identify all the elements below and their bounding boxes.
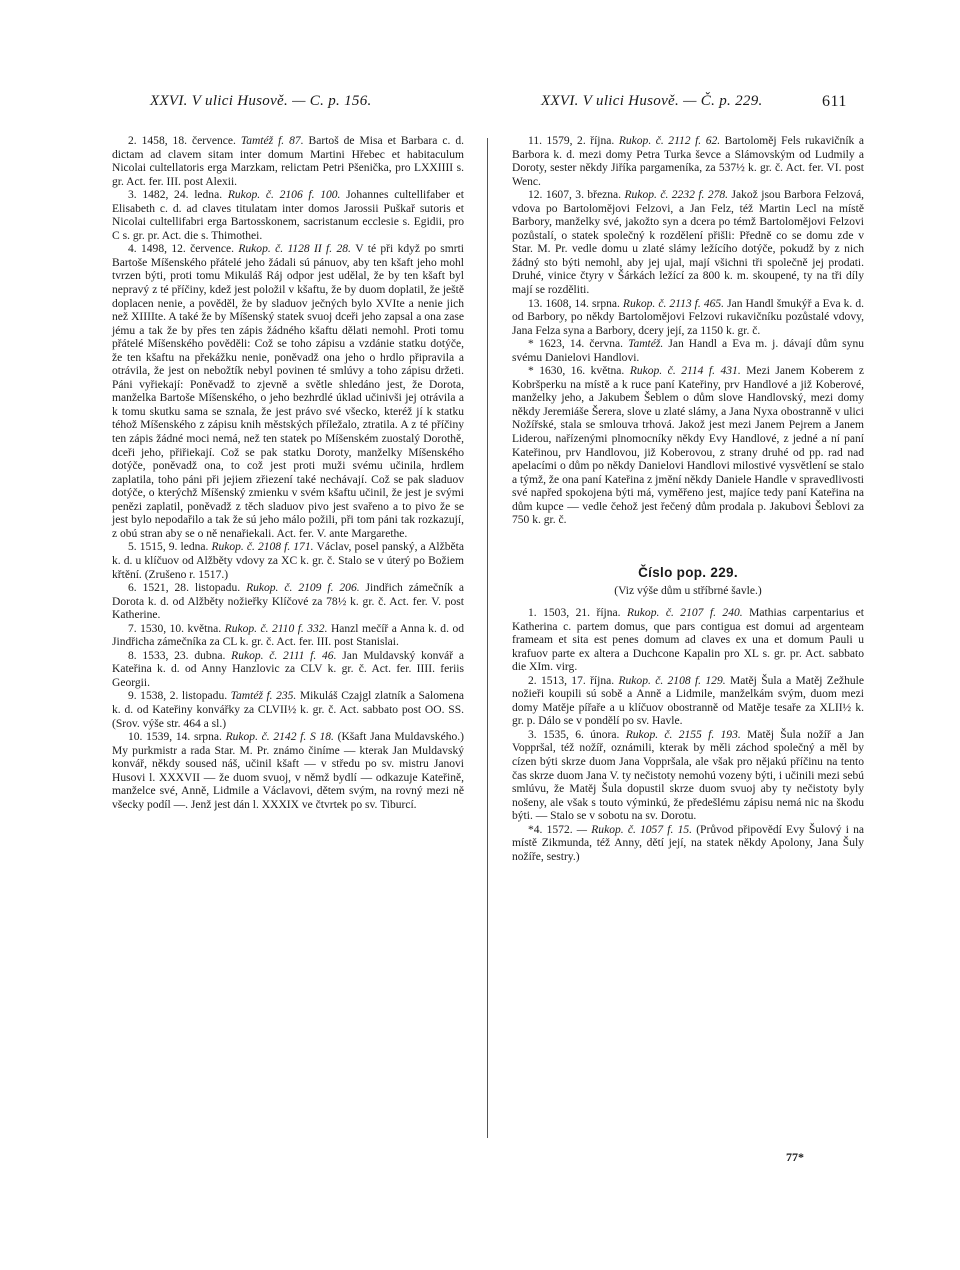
entry-head: 11. 1579, 2. října. xyxy=(528,135,619,147)
entry-head: 1. 1503, 21. října. xyxy=(528,606,627,619)
entry-head: 10. 1539, 14. srpna. xyxy=(128,731,226,744)
signature-mark: 77* xyxy=(786,1150,804,1164)
page-number: 611 xyxy=(822,93,847,110)
entry-text: Jan Handl a Eva m. j. dávají dům synu svému Danielovi Handlovi. xyxy=(512,338,864,364)
entry-text: Matěj Šula nožíř a Jan Voppršal, též nožíř, oznámili, kterak by měli záchod společný a měl by cízen býti skrze duom Jana Voppršala, ale však pro nějakú příčinu na tento čas skrze duom Jana V. ty nečistoty nemohú vozeny býti, i učinili mezi sebú smlúvu, že Matěj Šula dopustil skrze duom svuoj aby ty nečistoty byly nošeny, ale však s touto výminkú, že předešlému zápisu nemá nic na škodu býti. — Stalo se v sobotu na sv. Dorotu. xyxy=(512,728,864,823)
entry-head: *4. 1572. xyxy=(528,823,577,836)
entry-text: Jindřich zámečník a Dorota k. d. od Alžběty nožieřky Klíčové za 78½ k. gr. č. Act. fer. V. post Katherine. xyxy=(112,582,464,622)
entry-head: * 1630, 16. května. xyxy=(528,365,630,378)
entry-head: 6. 1521, 28. listopadu. xyxy=(128,582,247,595)
entry-text: V té při když po smrti Bartoše Míšenského přátelé jeho žádali sú pánuov, aby ten kšaft jeho mohl tvrzen býti, proti tomu Mikuláš Ráj odpor jest udělal, že by ten kšaft byl nepravý z té příčiny, kdež jest položil v kšaftu, že by duom doplatil, že ještě doplacen nenie, a pověděl, že by sladuov ječných bylo XVIte a nenie jich než XIIIIte. A také že by Míšenský statek svuoj dceři jeho zapsal a ona zase jému a tak že by přes ten zápis žádného kšaftu dělati nemohl. Proti tomu přátelé Míšenského pověděli: Což se toho zápisu a vzdánie statku dotýče, že ten kšaftu na překážku nenie, poněvadž ona jeho o hrdlo připravila a otrávila, že jest on nebožtík nebyl povinen té smlúvy a toho zápisu držeti. Páni vyřiekají: Poněvadž to zjevně a světle shledáno jest, že Dorota, manželka Bartoše Míšenského, o jeho bezhrdlé úklad učinivši jej otrávila a k tomu skutku sama se sznala, že jest právo své všecko, kteréž jí k statku téhož Míšenského z zápisu knih městských příležalo, ztratila. A z té příčiny ten zápis žádné moci nemá, než ten statek po Míšenském zuostalý Dorothě, dceři jeho, přiřiekají. Což se pak statku Doroty, manželky Míšenského dotýče, poněvadž ona, to což jest proti muži svému učinila, hrdlem zaplatila, toho páni při jejiem zřiezení také nechávají. Což se pak sladuov dotýče, o kterýchž Míšenský zmienku v svém kšaftu učinil, že jest je svými penězi zaplatil, poněvadž z těch sladuov pivo jest svařeno a to pivo že se jest bylo nepodařilo a tak že sú jeho málo požili, při tom páni tak rozkazují, z obú stran aby se o ně nenařiekali. Act. fer. V. ante Margarethe. xyxy=(112,243,464,540)
entry-text: Bartoloměj Fels rukavičník a Barbora k. d. mezi domy Petra Turka ševce a Slámovským od Ludmily a Doroty, sester někdy Jiříka pargameníka, za 537½ k. gr. č. Act. fer. VI. post Wenc. xyxy=(512,135,864,188)
section-subtitle: (Viz výše dům u stříbrné šavle.) xyxy=(614,585,762,598)
archive-entry xyxy=(112,650,464,691)
entry-reference: Rukop. č. 2109 f. 206. xyxy=(246,582,366,595)
archive-entry xyxy=(112,623,464,650)
entry-head: 4. 1498, 12. července. xyxy=(128,243,239,256)
entry-reference: Tamtéž f. 235. xyxy=(230,690,300,703)
entry-head: 12. 1607, 3. března. xyxy=(528,189,625,202)
entry-reference: Rukop. č. 2112 f. 62. xyxy=(618,135,725,147)
entry-text: Jakož jsou Barbora Felzová, vdova po Bartolomějovi Felzovi, a Jan Felz, též Martin Lecl na místě Barbory, manželky své, jakožto syn a dcera po témž Bartolomějovi Felzovi pozůstalí, o statek společný k rozdělení přišli: Předně co se domu zde v Star. M. Pr. vedle domu u zlaté slámy ležícího dotýče, pokudž by z nich žádný sto býti nemohl, aby jej ujal, mají všichni tři společně jej prodati. Druhé, vinice čtyry v Šárkách ležící za 800 k. m. skoupené, ty na tři díly mají se rozděliti. xyxy=(512,189,864,297)
entry-reference: — Rukop. č. 1057 f. 15. xyxy=(576,823,697,836)
entry-text: Hanzl mečíř a Anna k. d. od Jindřicha zámečníka za CL k. gr. č. Act. fer. III. post Stanislai. xyxy=(112,622,464,649)
archive-entry xyxy=(112,135,464,189)
entry-head: 2. 1513, 17. října. xyxy=(528,674,619,687)
entry-text: (Kšaft Jana Muldavského.) My purkmistr a rada Star. M. Pr. známo činíme — kterak Jan Muldavský konvář, někdy soused náš, učinil kšaft — v středu po sv. mistru Janovi Husovi l. XXXVII — že duom svuoj, v němž bydlí — odkazuje Kateřině, manželce své, Anně, Lidmile a Václavovi, dětem svým, na rovný mezi ně všecky podíl —. Jenž jest dán l. XXXIX ve čtvrtek po sv. Tiburcí. xyxy=(112,731,464,811)
archive-entry xyxy=(112,731,464,812)
entry-head: 7. 1530, 10. května. xyxy=(128,622,225,635)
entry-text: Johannes cultellifaber et Elisabeth c. d. ad claves titulatam inter domos Jarossii Puškař sutoris et Nicolai cultellifabri erga Bartosskonem, sacristanum ecclesie s. Egidii, pro C s. gr. pr. Act. die s. Thimothei. xyxy=(112,189,465,242)
entry-text: Jan Handl šmukýř a Eva k. d. od Barbory, po někdy Bartolomějovi Felzovi rukavičníku pozůstalé vdovy, Jana Felza syna a Barbory, dcery její, za 1150 k. gr. č. xyxy=(512,297,864,337)
archive-entry xyxy=(512,675,864,729)
archive-entry xyxy=(512,607,864,675)
entry-reference: Rukop. č. 2108 f. 171. xyxy=(211,541,317,554)
entry-reference: Rukop. č. 2142 f. S 18. xyxy=(225,731,338,744)
entry-reference: Tamtéž. xyxy=(628,338,669,351)
entry-text: Bartoš de Misa et Barbara c. d. dictam ad clavem sitam inter domum Martini Hřebec et habitaculum Nicolai cultellatoris erga Marzkam, relictam Petri Pšenička, pro LXXIIII s. gr. Act. fer. III. post Alexii. xyxy=(112,135,464,188)
archive-entry xyxy=(112,243,464,541)
entry-reference: Rukop. č. 2111 f. 46. xyxy=(231,649,343,662)
entry-text: Václav, posel panský, a Alžběta k. d. u klíčuov od Alžběty vdovy za XC k. gr. č. Stalo se v úterý po Božiem křtění. (Zrušeno r. 1517.) xyxy=(112,541,464,581)
entry-reference: Rukop. č. 2110 f. 332. xyxy=(224,622,331,635)
entry-text: Mezi Janem Koberem z Kobršperku na místě a k ruce paní Kateřiny, prv Handlové a již Koberové, manželky jeho, a Jakubem Šeblem o dům slove Handlovský, mezi domy někdy Jeremiáše Šerera, slove u zlaté slámy, a Jana Nyxa obostranně v ulici Nožířské, stala se smlouva trhová. Jakož jest mezi Janem Pejrem a Janem Liderou, nařízenými plnomocníky někdy Evy Handlové, z jedné a ní paní Kateřinou, prv Handlovou, již Koberovou, z strany druhé od pp. rad nad apelacími o dům po někdy Danielovi Handlovi milostivé vysvětlení se stalo a týmž, že ona paní Kateřina z jmění někdy Daniele Handle v spravedlivosti své napřed spokojena býti má, vyměřeno jest, majíce tedy paní Kateřina na dům kupce — vedle čehož jest řečený dům prodala p. Jakubovi Šeblovi za 750 k. gr. č. xyxy=(512,365,864,527)
entry-head: 8. 1533, 23. dubna. xyxy=(128,649,232,662)
entry-reference: Rukop. č. 2232 f. 278. xyxy=(624,189,732,202)
entry-head: 2. 1458, 18. července. xyxy=(128,135,241,147)
entry-reference: Rukop. č. 2108 f. 129. xyxy=(618,674,730,687)
section-title: Číslo pop. 229. xyxy=(638,564,738,580)
entry-text: Mathias carpentarius et Katherina c. partem domus, que pars contigua est domui ad argenteam frameam et sita est penes domum ad claves ex una et domum Pauli u krafuov parte ex altera a Duchcone Kapalin pro XL s. gr. pr. Act. sabbato die XIm. virg. xyxy=(512,606,864,674)
entry-head: 9. 1538, 2. listopadu. xyxy=(128,690,231,703)
archive-entry xyxy=(512,824,864,865)
entry-reference: Rukop. č. 2155 f. 193. xyxy=(625,728,748,741)
running-header xyxy=(0,93,960,115)
archive-entry xyxy=(512,298,864,339)
archive-entry xyxy=(512,338,864,365)
entry-reference: Rukop. č. 2106 f. 100. xyxy=(227,189,347,202)
archive-entry xyxy=(112,690,464,731)
right-column-entries-bottom xyxy=(512,607,864,864)
left-column xyxy=(112,135,464,812)
header-right: XXVI. V ulici Husově. — Č. p. 229. xyxy=(541,93,763,109)
right-column-entries-top xyxy=(512,135,864,528)
entry-reference: Rukop. č. 2107 f. 240. xyxy=(626,606,750,619)
entry-text: Jan Muldavský konvář a Kateřina k. d. od Anny Hanzlovic za CLV k. gr. č. Act. fer. IIII. feriis Georgii. xyxy=(112,649,464,689)
entry-text: Matěj Šula a Matěj Zežhule nožieři koupili sú sobě a Anně a Lidmile, manželkám svým, duom mezi domy Matěje pířaře a u klíčuov obostranně od Matěje tesaře za XLII½ k. gr. p. Dálo se v pondělí po sv. Havle. xyxy=(512,674,864,728)
entry-head: 13. 1608, 14. srpna. xyxy=(528,297,623,310)
archive-entry xyxy=(112,582,464,623)
header-left: XXVI. V ulici Husově. — C. p. 156. xyxy=(150,93,372,109)
column-divider xyxy=(487,138,488,1138)
entry-text: Mikuláš Czajgl zlatník a Salomena k. d. od Kateřiny konvářky za CLVII½ k. gr. č. Act. sabbato post OO. SS. (Srov. výše str. 464 a sl.) xyxy=(112,690,465,730)
archive-entry xyxy=(512,189,864,297)
entry-reference: Rukop. č. 2114 f. 431. xyxy=(629,365,747,378)
entry-head: 5. 1515, 9. ledna. xyxy=(128,541,212,554)
entry-text: (Průvod připovědí Evy Šulový i na místě Zikmunda, též Anny, dětí její, na statek někdy Apolony, Jana Šuly nožíře, sestry.) xyxy=(512,823,865,863)
entry-head: 3. 1482, 24. ledna. xyxy=(128,189,228,202)
right-column xyxy=(512,135,864,864)
archive-entry xyxy=(512,365,864,528)
entry-reference: Tamtéž f. 87. xyxy=(240,135,309,147)
archive-entry xyxy=(112,541,464,582)
entry-reference: Rukop. č. 2113 f. 465. xyxy=(622,297,728,310)
entry-reference: Rukop. č. 1128 II f. 28. xyxy=(238,243,356,256)
archive-entry xyxy=(512,729,864,824)
archive-entry xyxy=(512,135,864,189)
entry-head: * 1623, 14. června. xyxy=(528,338,629,351)
archive-entry xyxy=(112,189,464,243)
entry-head: 3. 1535, 6. února. xyxy=(528,728,626,741)
